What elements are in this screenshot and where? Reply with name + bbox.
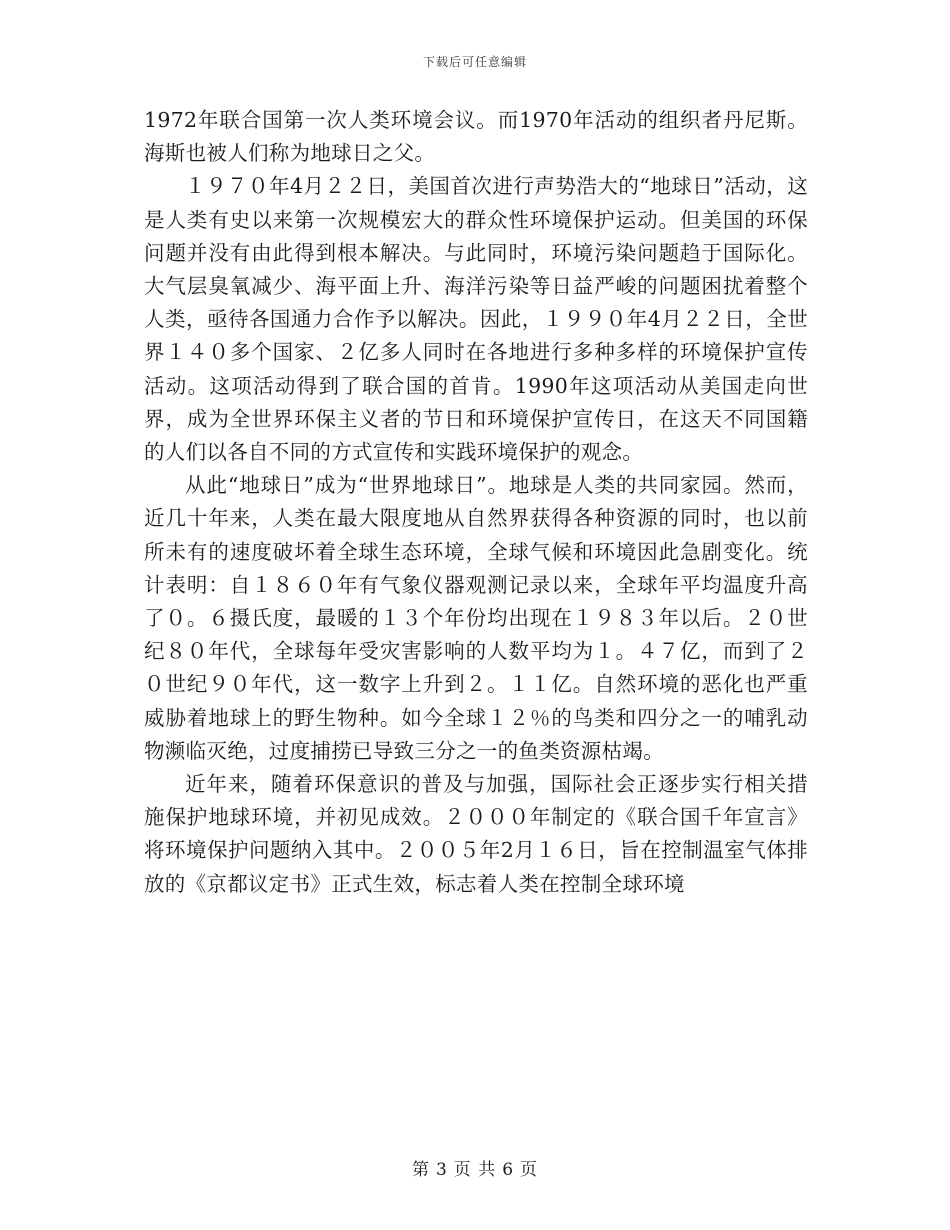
footer-prefix: 第 [411,1160,430,1180]
paragraph-4: 近年来，随着环保意识的普及与加强，国际社会正逐步实行相关措施保护地球环境，并初见成效。２０００年制定的《联合国千年宣言》将环境保护问题纳入其中。２００５年2月１６日，旨在控制温室气体排放的《京都议定书》正式生效，标志着人类在控制全球环境 [144,772,808,896]
document-body [144,104,808,901]
paragraph-3: 从此“地球日”成为“世界地球日”。地球是人类的共同家园。然而，近几十年来，人类在最大限度地从自然界获得各种资源的同时，也以前所未有的速度破坏着全球生态环境，全球气候和环境因此急剧变化。统计表明：自１８６０年有气象仪器观测记录以来，全球年平均温度升高了０。６摄氏度，最暖的１３个年份均出现在１９８３年以后。２０世纪８０年代，全球每年受灾害影响的人数平均为１。４７亿，而到了２０世纪９０年代，这一数字上升到２。１１亿。自然环境的恶化也严重威胁着地球上的野生物种。如今全球１２％的鸟类和四分之一的哺乳动物濒临灭绝，过度捕捞已导致三分之一的鱼类资源枯竭。 [144,473,808,763]
current-page-number: 3 [435,1160,448,1180]
page-header: 下载后可任意编辑 [422,55,527,69]
paragraph-2: １９７０年4月２２日，美国首次进行声势浩大的“地球日”活动，这是人类有史以来第一次规模宏大的群众性环境保护运动。但美国的环保问题并没有由此得到根本解决。与此同时，环境污染问题趋于国际化。大气层臭氧减少、海平面上升、海洋污染等日益严峻的问题困扰着整个人类，亟待各国通力合作予以解决。因此，１９９０年4月２２日，全世界１４０多个国家、２亿多人同时在各地进行多种多样的环境保护宣传活动。这项活动得到了联合国的首肯。1990年这项活动从美国走向世界，成为全世界环保主义者的节日和环境保护宣传日，在这天不同国籍的人们以各自不同的方式宣传和实践环境保护的观念。 [144,174,808,465]
footer-mid: 页 共 [453,1160,497,1180]
page-footer [0,1155,950,1180]
total-pages-number: 6 [502,1160,515,1180]
paragraph-1: 1972年联合国第一次人类环境会议。而1970年活动的组织者丹尼斯。海斯也被人们称为地球日之父。 [144,108,808,166]
footer-suffix: 页 [520,1160,539,1180]
